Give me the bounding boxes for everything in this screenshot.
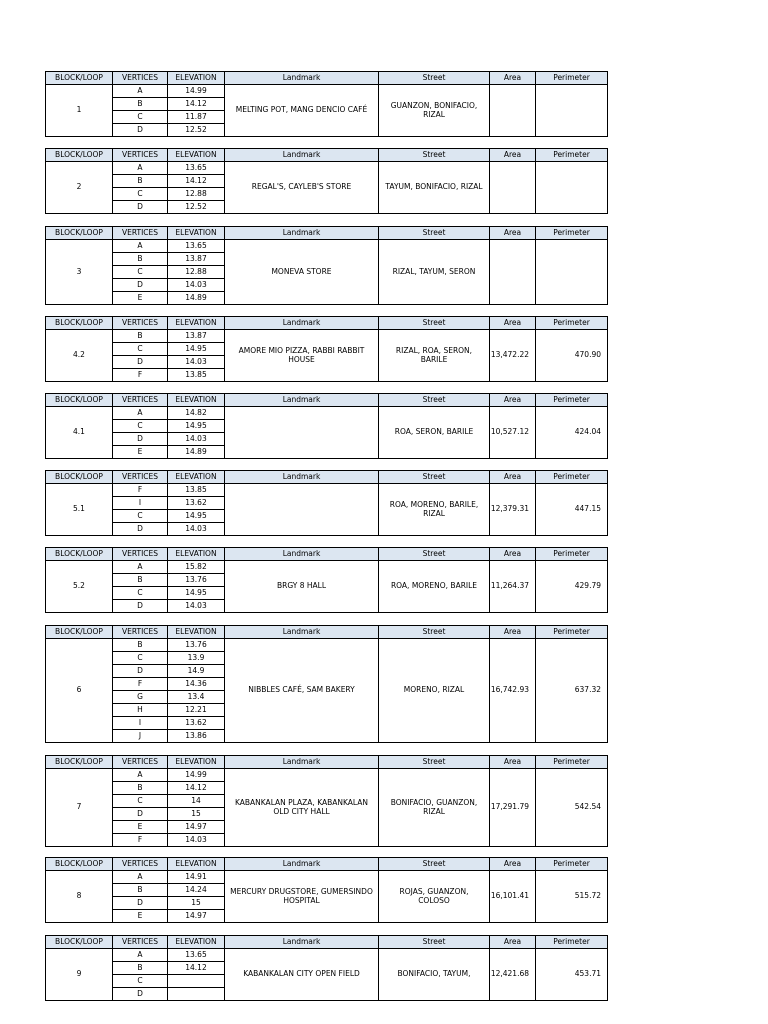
- column-header-elevation: ELEVATION: [168, 756, 225, 769]
- table-row: [46, 871, 608, 884]
- column-header-landmark: Landmark: [225, 394, 379, 407]
- column-header-block: BLOCK/LOOP: [46, 149, 113, 162]
- vertex-cell: D: [113, 356, 168, 369]
- vertex-cell: D: [113, 808, 168, 821]
- vertex-cell: B: [113, 574, 168, 587]
- column-header-elevation: ELEVATION: [168, 72, 225, 85]
- table-row: [46, 639, 608, 652]
- elevation-cell: 13.65: [168, 162, 225, 175]
- column-header-perimeter: Perimeter: [536, 858, 608, 871]
- block-id: 6: [46, 639, 113, 743]
- vertex-cell: C: [113, 975, 168, 988]
- vertex-cell: E: [113, 910, 168, 923]
- elevation-cell: 14.95: [168, 343, 225, 356]
- vertex-cell: A: [113, 769, 168, 782]
- elevation-cell: 12.52: [168, 201, 225, 214]
- vertex-cell: B: [113, 175, 168, 188]
- elevation-cell: 13.9: [168, 652, 225, 665]
- elevation-cell: 14.95: [168, 587, 225, 600]
- area-cell: 16,101.41: [490, 871, 536, 923]
- area-cell: 16,742.93: [490, 639, 536, 743]
- area-cell: [490, 240, 536, 305]
- elevation-cell: 11.87: [168, 111, 225, 124]
- elevation-cell: 13.4: [168, 691, 225, 704]
- elevation-cell: 14.12: [168, 962, 225, 975]
- column-header-perimeter: Perimeter: [536, 149, 608, 162]
- block-table: [45, 393, 608, 459]
- header-row: [46, 756, 608, 769]
- elevation-cell: [168, 975, 225, 988]
- vertex-cell: C: [113, 343, 168, 356]
- elevation-cell: 14.95: [168, 420, 225, 433]
- table-row: [46, 769, 608, 782]
- landmark-cell: REGAL'S, CAYLEB'S STORE: [225, 162, 379, 214]
- block-table: [45, 470, 608, 536]
- landmark-cell: [225, 407, 379, 459]
- area-cell: 11,264.37: [490, 561, 536, 613]
- table-row: [46, 949, 608, 962]
- column-header-street: Street: [379, 227, 490, 240]
- column-header-street: Street: [379, 394, 490, 407]
- street-cell: ROA, MORENO, BARILE, RIZAL: [379, 484, 490, 536]
- landmark-cell: NIBBLES CAFÉ, SAM BAKERY: [225, 639, 379, 743]
- vertex-cell: D: [113, 665, 168, 678]
- elevation-cell: 14.36: [168, 678, 225, 691]
- vertex-cell: A: [113, 240, 168, 253]
- column-header-vertices: VERTICES: [113, 756, 168, 769]
- vertex-cell: J: [113, 730, 168, 743]
- elevation-cell: 15.82: [168, 561, 225, 574]
- block-table: [45, 316, 608, 382]
- column-header-area: Area: [490, 626, 536, 639]
- column-header-block: BLOCK/LOOP: [46, 471, 113, 484]
- header-row: [46, 227, 608, 240]
- column-header-perimeter: Perimeter: [536, 317, 608, 330]
- elevation-cell: 14.24: [168, 884, 225, 897]
- elevation-cell: 12.21: [168, 704, 225, 717]
- vertex-cell: C: [113, 652, 168, 665]
- header-row: [46, 858, 608, 871]
- table-row: [46, 561, 608, 574]
- block-id: 4.2: [46, 330, 113, 382]
- vertex-cell: G: [113, 691, 168, 704]
- column-header-block: BLOCK/LOOP: [46, 227, 113, 240]
- column-header-street: Street: [379, 149, 490, 162]
- column-header-vertices: VERTICES: [113, 471, 168, 484]
- elevation-cell: 14.89: [168, 292, 225, 305]
- column-header-vertices: VERTICES: [113, 149, 168, 162]
- block-id: 8: [46, 871, 113, 923]
- vertex-cell: D: [113, 523, 168, 536]
- street-cell: ROA, MORENO, BARILE: [379, 561, 490, 613]
- header-row: [46, 394, 608, 407]
- column-header-block: BLOCK/LOOP: [46, 317, 113, 330]
- column-header-area: Area: [490, 227, 536, 240]
- elevation-cell: 15: [168, 808, 225, 821]
- elevation-cell: 14.82: [168, 407, 225, 420]
- column-header-street: Street: [379, 548, 490, 561]
- vertex-cell: H: [113, 704, 168, 717]
- column-header-elevation: ELEVATION: [168, 626, 225, 639]
- header-row: [46, 936, 608, 949]
- column-header-area: Area: [490, 471, 536, 484]
- column-header-landmark: Landmark: [225, 227, 379, 240]
- vertex-cell: C: [113, 795, 168, 808]
- table-row: [46, 162, 608, 175]
- column-header-perimeter: Perimeter: [536, 548, 608, 561]
- elevation-cell: 15: [168, 897, 225, 910]
- elevation-cell: 13.87: [168, 253, 225, 266]
- vertex-cell: F: [113, 678, 168, 691]
- vertex-cell: D: [113, 433, 168, 446]
- elevation-cell: 13.85: [168, 484, 225, 497]
- elevation-cell: 14.12: [168, 98, 225, 111]
- vertex-cell: F: [113, 834, 168, 847]
- column-header-area: Area: [490, 72, 536, 85]
- vertex-cell: C: [113, 188, 168, 201]
- block-table: [45, 547, 608, 613]
- column-header-vertices: VERTICES: [113, 936, 168, 949]
- column-header-landmark: Landmark: [225, 72, 379, 85]
- elevation-cell: 14: [168, 795, 225, 808]
- table-row: [46, 330, 608, 343]
- block-table: [45, 935, 608, 1001]
- column-header-area: Area: [490, 394, 536, 407]
- perimeter-cell: 542.54: [536, 769, 608, 847]
- column-header-perimeter: Perimeter: [536, 72, 608, 85]
- street-cell: BONIFACIO, TAYUM,: [379, 949, 490, 1001]
- column-header-perimeter: Perimeter: [536, 394, 608, 407]
- vertex-cell: E: [113, 446, 168, 459]
- perimeter-cell: 515.72: [536, 871, 608, 923]
- vertex-cell: C: [113, 266, 168, 279]
- column-header-area: Area: [490, 149, 536, 162]
- block-id: 5.1: [46, 484, 113, 536]
- perimeter-cell: [536, 162, 608, 214]
- vertex-cell: B: [113, 884, 168, 897]
- header-row: [46, 149, 608, 162]
- column-header-block: BLOCK/LOOP: [46, 858, 113, 871]
- column-header-elevation: ELEVATION: [168, 394, 225, 407]
- block-id: 3: [46, 240, 113, 305]
- landmark-cell: BRGY 8 HALL: [225, 561, 379, 613]
- table-row: [46, 85, 608, 98]
- header-row: [46, 626, 608, 639]
- block-id: 2: [46, 162, 113, 214]
- elevation-cell: 14.99: [168, 769, 225, 782]
- elevation-cell: 14.99: [168, 85, 225, 98]
- vertex-cell: A: [113, 561, 168, 574]
- column-header-area: Area: [490, 317, 536, 330]
- column-header-elevation: ELEVATION: [168, 317, 225, 330]
- area-cell: 12,379.31: [490, 484, 536, 536]
- elevation-cell: 14.9: [168, 665, 225, 678]
- column-header-vertices: VERTICES: [113, 317, 168, 330]
- vertex-cell: B: [113, 782, 168, 795]
- landmark-cell: [225, 484, 379, 536]
- column-header-area: Area: [490, 936, 536, 949]
- elevation-cell: 13.76: [168, 639, 225, 652]
- column-header-elevation: ELEVATION: [168, 858, 225, 871]
- elevation-cell: 14.03: [168, 834, 225, 847]
- vertex-cell: C: [113, 587, 168, 600]
- vertex-cell: F: [113, 484, 168, 497]
- block-id: 1: [46, 85, 113, 137]
- vertex-cell: C: [113, 111, 168, 124]
- column-header-street: Street: [379, 858, 490, 871]
- elevation-cell: 14.89: [168, 446, 225, 459]
- perimeter-cell: 637.32: [536, 639, 608, 743]
- area-cell: 10,527.12: [490, 407, 536, 459]
- block-table: [45, 625, 608, 743]
- block-id: 5.2: [46, 561, 113, 613]
- landmark-cell: KABANKALAN PLAZA, KABANKALAN OLD CITY HALL: [225, 769, 379, 847]
- table-row: [46, 484, 608, 497]
- elevation-cell: 13.62: [168, 717, 225, 730]
- street-cell: GUANZON, BONIFACIO, RIZAL: [379, 85, 490, 137]
- elevation-cell: 14.97: [168, 910, 225, 923]
- area-cell: [490, 85, 536, 137]
- elevation-cell: 14.03: [168, 523, 225, 536]
- vertex-cell: B: [113, 962, 168, 975]
- vertex-cell: E: [113, 821, 168, 834]
- elevation-cell: 14.91: [168, 871, 225, 884]
- elevation-cell: 14.03: [168, 600, 225, 613]
- column-header-landmark: Landmark: [225, 756, 379, 769]
- elevation-cell: 14.12: [168, 782, 225, 795]
- area-cell: 12,421.68: [490, 949, 536, 1001]
- column-header-area: Area: [490, 858, 536, 871]
- street-cell: BONIFACIO, GUANZON, RIZAL: [379, 769, 490, 847]
- column-header-landmark: Landmark: [225, 548, 379, 561]
- perimeter-cell: 424.04: [536, 407, 608, 459]
- vertex-cell: A: [113, 871, 168, 884]
- elevation-cell: 14.12: [168, 175, 225, 188]
- vertex-cell: D: [113, 897, 168, 910]
- vertex-cell: I: [113, 717, 168, 730]
- header-row: [46, 548, 608, 561]
- column-header-elevation: ELEVATION: [168, 548, 225, 561]
- street-cell: MORENO, RIZAL: [379, 639, 490, 743]
- vertex-cell: E: [113, 292, 168, 305]
- elevation-cell: [168, 988, 225, 1001]
- header-row: [46, 471, 608, 484]
- column-header-landmark: Landmark: [225, 626, 379, 639]
- column-header-block: BLOCK/LOOP: [46, 548, 113, 561]
- perimeter-cell: 429.79: [536, 561, 608, 613]
- column-header-perimeter: Perimeter: [536, 756, 608, 769]
- column-header-vertices: VERTICES: [113, 227, 168, 240]
- street-cell: RIZAL, TAYUM, SERON: [379, 240, 490, 305]
- elevation-cell: 13.86: [168, 730, 225, 743]
- landmark-cell: MELTING POT, MANG DENCIO CAFÉ: [225, 85, 379, 137]
- column-header-block: BLOCK/LOOP: [46, 626, 113, 639]
- column-header-landmark: Landmark: [225, 471, 379, 484]
- column-header-landmark: Landmark: [225, 858, 379, 871]
- area-cell: [490, 162, 536, 214]
- street-cell: TAYUM, BONIFACIO, RIZAL: [379, 162, 490, 214]
- column-header-perimeter: Perimeter: [536, 227, 608, 240]
- column-header-elevation: ELEVATION: [168, 471, 225, 484]
- column-header-block: BLOCK/LOOP: [46, 72, 113, 85]
- column-header-landmark: Landmark: [225, 149, 379, 162]
- vertex-cell: A: [113, 949, 168, 962]
- column-header-street: Street: [379, 756, 490, 769]
- vertex-cell: C: [113, 420, 168, 433]
- column-header-street: Street: [379, 72, 490, 85]
- column-header-vertices: VERTICES: [113, 72, 168, 85]
- area-cell: 13,472.22: [490, 330, 536, 382]
- column-header-block: BLOCK/LOOP: [46, 394, 113, 407]
- column-header-vertices: VERTICES: [113, 626, 168, 639]
- column-header-street: Street: [379, 626, 490, 639]
- perimeter-cell: 447.15: [536, 484, 608, 536]
- column-header-perimeter: Perimeter: [536, 626, 608, 639]
- block-table: [45, 148, 608, 214]
- area-cell: 17,291.79: [490, 769, 536, 847]
- perimeter-cell: [536, 240, 608, 305]
- header-row: [46, 317, 608, 330]
- perimeter-cell: 470.90: [536, 330, 608, 382]
- elevation-cell: 13.65: [168, 949, 225, 962]
- column-header-block: BLOCK/LOOP: [46, 756, 113, 769]
- elevation-cell: 13.85: [168, 369, 225, 382]
- vertex-cell: B: [113, 253, 168, 266]
- column-header-landmark: Landmark: [225, 936, 379, 949]
- vertex-cell: A: [113, 85, 168, 98]
- elevation-cell: 12.88: [168, 188, 225, 201]
- vertex-cell: B: [113, 330, 168, 343]
- elevation-cell: 14.03: [168, 356, 225, 369]
- column-header-area: Area: [490, 548, 536, 561]
- street-cell: ROA, SERON, BARILE: [379, 407, 490, 459]
- column-header-vertices: VERTICES: [113, 858, 168, 871]
- vertex-cell: B: [113, 98, 168, 111]
- table-row: [46, 407, 608, 420]
- elevation-cell: 14.95: [168, 510, 225, 523]
- block-table: [45, 71, 608, 137]
- block-id: 7: [46, 769, 113, 847]
- block-table: [45, 226, 608, 305]
- elevation-cell: 13.87: [168, 330, 225, 343]
- block-id: 4.1: [46, 407, 113, 459]
- vertex-cell: B: [113, 639, 168, 652]
- street-cell: ROJAS, GUANZON, COLOSO: [379, 871, 490, 923]
- landmark-cell: AMORE MIO PIZZA, RABBI RABBIT HOUSE: [225, 330, 379, 382]
- landmark-cell: KABANKALAN CITY OPEN FIELD: [225, 949, 379, 1001]
- column-header-street: Street: [379, 936, 490, 949]
- vertex-cell: D: [113, 988, 168, 1001]
- vertex-cell: A: [113, 407, 168, 420]
- landmark-cell: MERCURY DRUGSTORE, GUMERSINDO HOSPITAL: [225, 871, 379, 923]
- perimeter-cell: [536, 85, 608, 137]
- column-header-street: Street: [379, 317, 490, 330]
- table-row: [46, 240, 608, 253]
- column-header-perimeter: Perimeter: [536, 936, 608, 949]
- column-header-elevation: ELEVATION: [168, 936, 225, 949]
- column-header-elevation: ELEVATION: [168, 149, 225, 162]
- column-header-elevation: ELEVATION: [168, 227, 225, 240]
- landmark-cell: MONEVA STORE: [225, 240, 379, 305]
- elevation-cell: 13.65: [168, 240, 225, 253]
- block-table: [45, 857, 608, 923]
- vertex-cell: D: [113, 124, 168, 137]
- block-table: [45, 755, 608, 847]
- perimeter-cell: 453.71: [536, 949, 608, 1001]
- column-header-landmark: Landmark: [225, 317, 379, 330]
- elevation-cell: 14.03: [168, 279, 225, 292]
- elevation-cell: 12.88: [168, 266, 225, 279]
- street-cell: RIZAL, ROA, SERON, BARILE: [379, 330, 490, 382]
- vertex-cell: F: [113, 369, 168, 382]
- header-row: [46, 72, 608, 85]
- column-header-area: Area: [490, 756, 536, 769]
- vertex-cell: C: [113, 510, 168, 523]
- vertex-cell: I: [113, 497, 168, 510]
- elevation-cell: 13.76: [168, 574, 225, 587]
- column-header-street: Street: [379, 471, 490, 484]
- vertex-cell: A: [113, 162, 168, 175]
- vertex-cell: D: [113, 600, 168, 613]
- column-header-vertices: VERTICES: [113, 548, 168, 561]
- elevation-cell: 13.62: [168, 497, 225, 510]
- vertex-cell: D: [113, 201, 168, 214]
- elevation-cell: 14.03: [168, 433, 225, 446]
- block-id: 9: [46, 949, 113, 1001]
- column-header-block: BLOCK/LOOP: [46, 936, 113, 949]
- column-header-vertices: VERTICES: [113, 394, 168, 407]
- column-header-perimeter: Perimeter: [536, 471, 608, 484]
- elevation-cell: 14.97: [168, 821, 225, 834]
- vertex-cell: D: [113, 279, 168, 292]
- elevation-cell: 12.52: [168, 124, 225, 137]
